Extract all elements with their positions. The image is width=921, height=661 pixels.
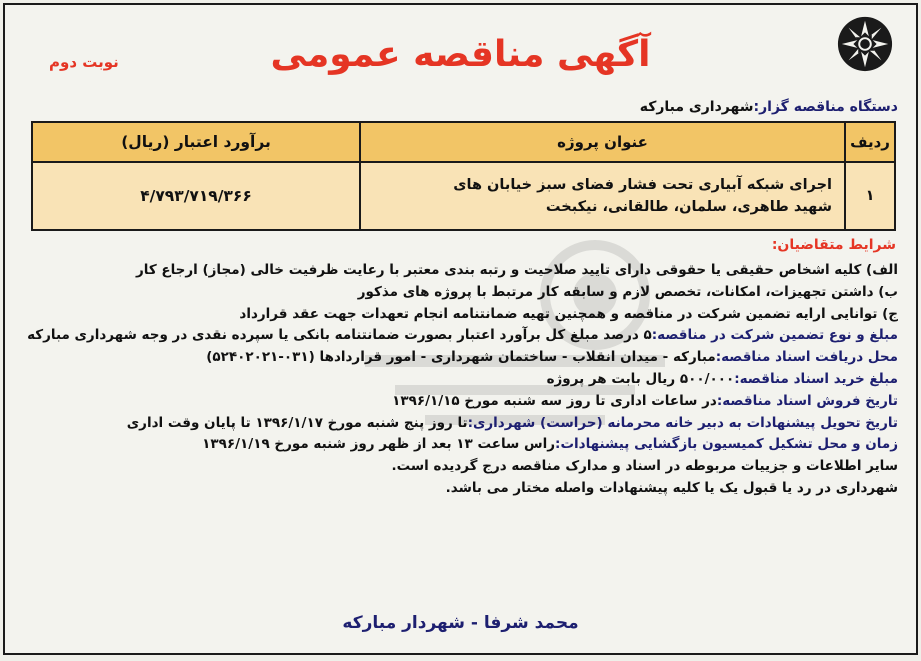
delivery-label: تاریخ تحویل پیشنهادات به دبیر خانه محرمانه (حراست) شهرداری:	[467, 414, 898, 431]
docs-place-label: محل دریافت اسناد مناقصه:	[715, 349, 898, 366]
organizer-line	[640, 99, 898, 115]
signature: محمد شرفا - شهردار مبارکه	[342, 613, 579, 633]
conditions-heading: شرایط متقاضیان:	[771, 237, 896, 253]
condition-c: ج) توانایی ارایه تضمین شرکت در مناقصه و همچنین تهیه ضمانتنامه انجام تعهدات جهت عقد قرارداد	[239, 305, 898, 322]
sale-date-line	[25, 391, 898, 413]
docs-place-line	[25, 347, 898, 369]
delivery-line	[25, 413, 898, 435]
docs-price-label: مبلغ خرید اسناد مناقصه:	[734, 370, 898, 387]
publication-round: نوبت دوم	[49, 53, 119, 71]
guarantee-value: ۵ درصد مبلغ کل برآورد اعتبار بصورت ضمانتنامه بانکی یا سپرده نقدی در وجه شهرداری مبارکه	[27, 327, 652, 344]
opening-line	[25, 434, 898, 456]
condition-b: ب) داشتن تجهیزات، امکانات، تخصص لازم و سابقه کار مرتبط با پروژه های مذکور	[357, 283, 898, 300]
opening-label: زمان و محل تشکیل کمیسیون بازگشایی پیشنهادات:	[555, 436, 898, 453]
sale-date-label: تاریخ فروش اسناد مناقصه:	[716, 392, 898, 409]
delivery-value: تا روز پنج شنبه مورخ ۱۳۹۶/۱/۱۷ تا پایان وقت اداری	[126, 414, 468, 431]
column-header-project-title: عنوان پروژه	[360, 122, 845, 162]
tender-notice	[3, 3, 918, 655]
notice-title: آگهی مناقصه عمومی	[270, 34, 651, 75]
budget-cell: ۴/۷۹۳/۷۱۹/۳۶۶	[32, 162, 360, 230]
table-header-row	[32, 122, 895, 162]
organizer-value: شهرداری مبارکه	[639, 99, 754, 115]
projects-table	[31, 121, 896, 231]
opening-value: راس ساعت ۱۳ بعد از ظهر روز شنبه مورخ ۱۳۹۶/۱/۱۹	[202, 436, 556, 453]
guarantee-label: مبلغ و نوع تضمین شرکت در مناقصه:	[651, 327, 898, 344]
guarantee-line	[25, 325, 898, 347]
rejection-line: شهرداری در رد یا قبول یک یا کلیه پیشنهادات واصله مختار می باشد.	[445, 479, 898, 496]
project-title-line-1: اجرای شبکه آبیاری تحت فشار فضای سبز خیابان های	[453, 177, 832, 193]
other-info-line: سایر اطلاعات و جزییات مربوطه در اسناد و مدارک مناقصه درج گردیده است.	[391, 458, 898, 475]
column-header-budget: برآورد اعتبار (ریال)	[32, 122, 360, 162]
table-row	[32, 162, 895, 230]
conditions-body	[25, 260, 898, 500]
sale-date-value: در ساعات اداری تا روز سه شنبه مورخ ۱۳۹۶/۱/۱۵	[392, 392, 717, 409]
organizer-label: دستگاه مناقصه گزار:	[753, 99, 898, 115]
docs-price-value: ۵۰۰/۰۰۰ ریال بابت هر پروژه	[546, 370, 735, 387]
project-title-line-2: شهید طاهری، سلمان، طالقانی، نیکبخت	[545, 199, 832, 215]
row-number-cell: ۱	[845, 162, 895, 230]
docs-price-line	[25, 369, 898, 391]
docs-place-value: مبارکه - میدان انقلاب - ساختمان شهرداری - امور قراردادها (۰۳۱-۵۲۴۰۲۰۲۱)	[206, 349, 716, 366]
column-header-row-number: ردیف	[845, 122, 895, 162]
project-title-cell	[360, 162, 845, 230]
condition-a: الف) کلیه اشخاص حقیقی یا حقوقی دارای تایید صلاحیت و رتبه بندی معتبر با رعایت ظرفیت خالی (مجاز) ارجاع کار	[135, 262, 898, 278]
